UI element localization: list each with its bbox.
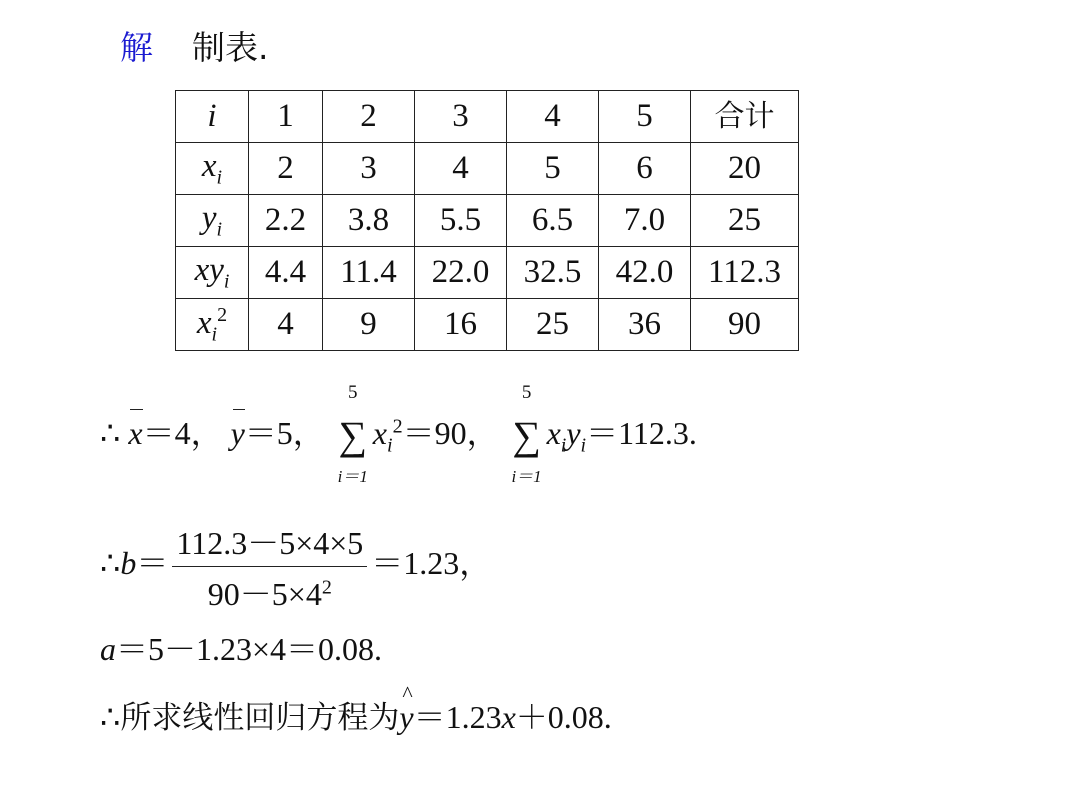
x-bar: x	[128, 415, 143, 451]
table-row	[176, 91, 799, 143]
table-row	[176, 195, 799, 247]
table-cell: 1	[249, 91, 323, 143]
numerator: 112.3－5×4×5	[172, 518, 367, 567]
row-header: $y_i$	[176, 195, 249, 247]
table-cell: 112.3	[691, 247, 799, 299]
table-cell: 4.4	[249, 247, 323, 299]
table-cell: 合计	[691, 91, 799, 143]
table-cell: 3.8	[323, 195, 415, 247]
regression-equation: ∴所求线性回归方程为^ y＝1.23x＋0.08.	[100, 692, 612, 738]
table-cell: 25	[691, 195, 799, 247]
table-cell: 5	[507, 143, 599, 195]
denominator: $90-5\times 4^2$	[207, 576, 332, 612]
table-cell: 4	[415, 143, 507, 195]
slope-formula: ∴b＝ $\frac{112.3-5\times 4\times 5}{90-5\times 4^2}$ ＝1.23，	[100, 518, 491, 615]
table-cell: 25	[507, 299, 599, 351]
intercept-formula: a＝5－1.23×4＝0.08.	[100, 631, 383, 667]
means-line: ∴ x＝4， y＝5， 5 ∑ i＝1 $x_i^2=90$， 5 ∑ i＝1 $x_iy_i=112.3$.	[100, 382, 697, 487]
table-cell: 42.0	[599, 247, 691, 299]
table-cell: 11.4	[323, 247, 415, 299]
table-cell: 4	[249, 299, 323, 351]
data-table	[175, 90, 799, 351]
table-row	[176, 247, 799, 299]
table-cell: 3	[323, 143, 415, 195]
intro-text: 制表.	[192, 28, 269, 67]
table-cell: 3	[415, 91, 507, 143]
table-cell: 36	[599, 299, 691, 351]
table-cell: 22.0	[415, 247, 507, 299]
summation-symbol: 5 ∑ i＝1	[511, 382, 542, 487]
table-cell: 4	[507, 91, 599, 143]
table-cell: 20	[691, 143, 799, 195]
table-cell: 2	[323, 91, 415, 143]
table-row	[176, 299, 799, 351]
b-variable: b	[120, 544, 137, 581]
table-row	[176, 143, 799, 195]
therefore-symbol: ∴	[100, 414, 121, 452]
table-cell: 5	[599, 91, 691, 143]
row-header: i	[176, 91, 249, 143]
table-cell: 2.2	[249, 195, 323, 247]
solve-label: 解	[120, 28, 153, 67]
row-header: $xy_i$	[176, 247, 249, 299]
table-cell: 9	[323, 299, 415, 351]
table-cell: 6.5	[507, 195, 599, 247]
table-cell: 90	[691, 299, 799, 351]
y-hat: ^ y	[399, 699, 413, 736]
table-cell: 32.5	[507, 247, 599, 299]
table-cell: 2	[249, 143, 323, 195]
row-header: $x_i$	[176, 143, 249, 195]
row-header: $x_i^2$	[176, 299, 249, 351]
summation-symbol: 5 ∑ i＝1	[337, 382, 368, 487]
table-cell: 16	[415, 299, 507, 351]
table-cell: 6	[599, 143, 691, 195]
a-variable: a	[100, 631, 116, 667]
table-cell: 5.5	[415, 195, 507, 247]
table-cell: 7.0	[599, 195, 691, 247]
fraction	[172, 518, 367, 615]
y-bar: y	[230, 415, 245, 451]
